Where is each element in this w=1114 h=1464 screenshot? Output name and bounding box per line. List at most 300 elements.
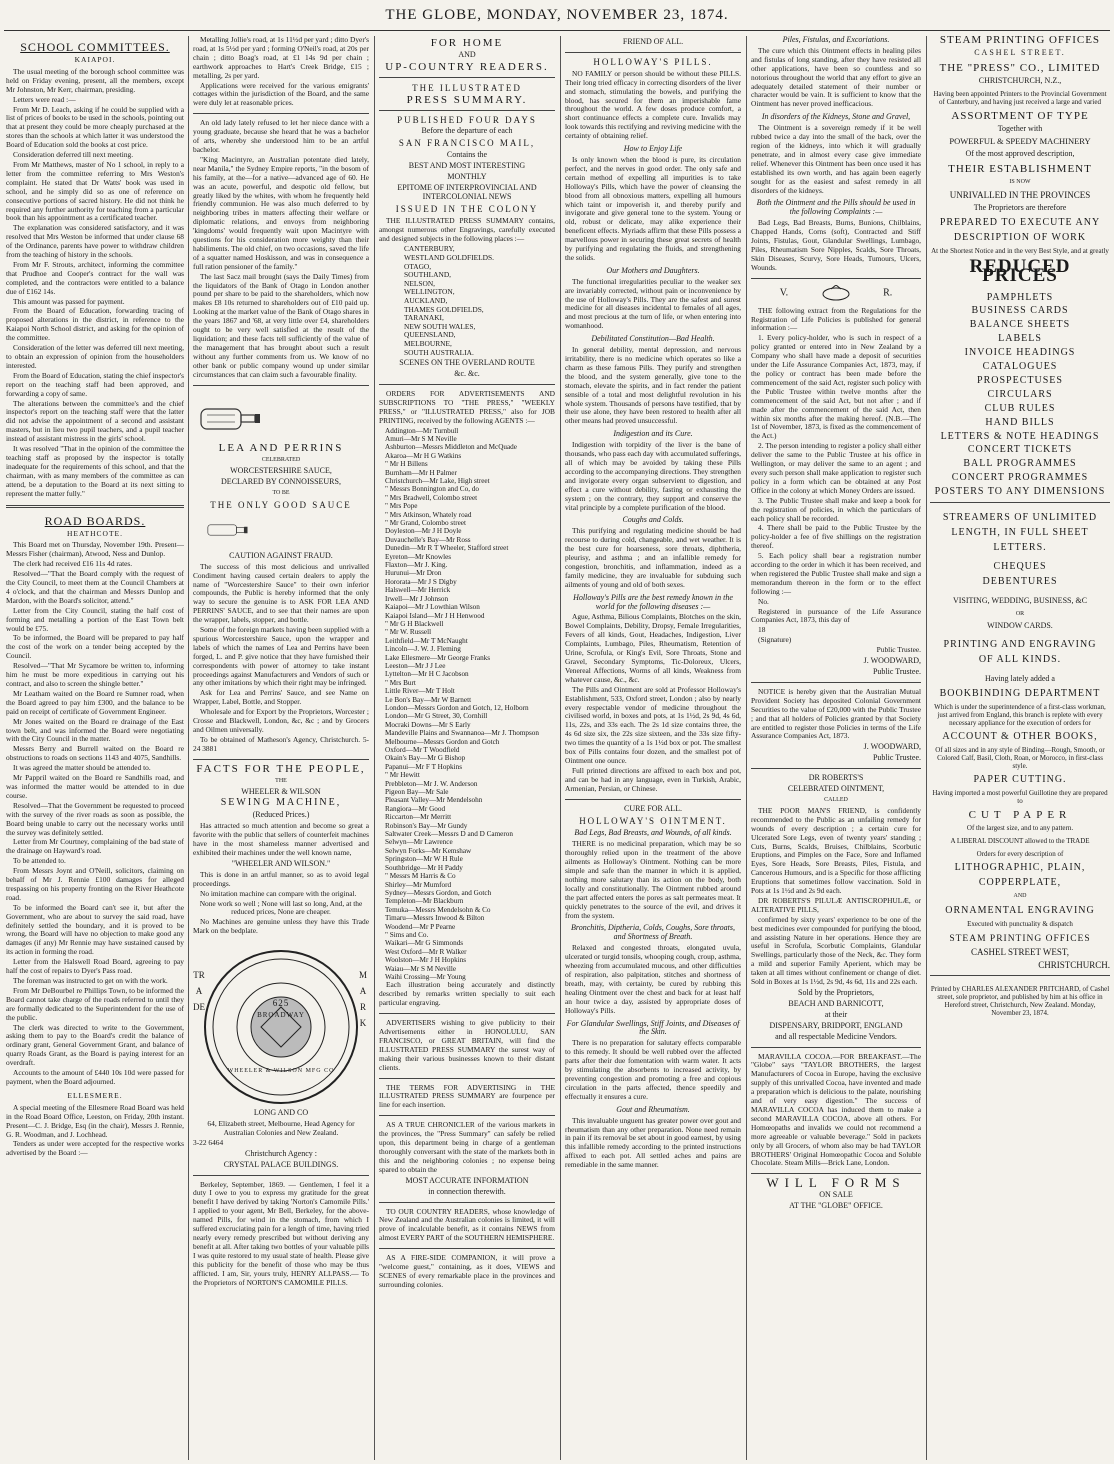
article-paragraph: Messrs Berry and Burrell waited on the Board re obstructions to roads on sections 1143 and 4075, Sandhills. [6, 744, 184, 763]
on-sale: ON SALE [819, 1190, 853, 1200]
agent-item: Lincoln—J. W. J. Fleming [385, 645, 461, 654]
trade-mark-block [193, 937, 369, 1107]
paper-cutting: PAPER CUTTING. [973, 773, 1067, 785]
before-label: Before the departure of each [421, 126, 513, 136]
article-paragraph: Each illustration being accurately and distinctly described by remarks written specially to suit each particular engraving. [379, 980, 555, 1008]
article-paragraph: 18 [758, 625, 766, 635]
guillotine-text: Having imported a most powerful Guillotine they are prepared to [932, 788, 1108, 805]
article-paragraph: From the Board of Education, stating the chief inspector's report on the teaching staff had been approved, and forwarding a copy of same. [6, 370, 184, 398]
print-item: LETTERS & NOTE HEADINGS [940, 430, 1100, 442]
column-2 [193, 36, 369, 1456]
agent-item: " Mr W. Russell [385, 628, 432, 637]
section-rule [193, 385, 369, 386]
article-paragraph: Ask for Lea and Perrins' Sauce, and see Name on Wrapper, Label, Bottle, and Stopper. [193, 688, 369, 707]
agent-item: Waihi Crossing—Mr Young [385, 972, 466, 981]
royal-crest-row [751, 285, 921, 301]
article-paragraph: The explanation was considered satisfactory, and it was resolved that Mrs Weston be informed that under clause 68 of the Ordinance, parents have power to withdraw children from the teaching of history in the schools. [6, 223, 184, 260]
best-label: BEST AND MOST INTERESTING [408, 161, 526, 171]
published-heading: PUBLISHED FOUR DAYS [397, 114, 537, 125]
article-paragraph: Bad Legs, Bad Breasts, Burns, Bunions, Chilblains, Chapped Hands, Corns (soft), Contracted and Stiff Joints, Fistulas, Gout, Glandular Swellings, Lumbago, Piles, Rheumatism Sore Nipples, Scalds, Sore Throats, Skin Diseases, Scurvy, Sore Heads, Tumours, Ulcers, Wounds. [751, 218, 921, 272]
mothers-heading: Our Mothers and Daughters. [606, 265, 700, 275]
steam-printing-heading: STEAM PRINTING OFFICES [939, 36, 1101, 46]
article-paragraph: AS A TRUE CHRONICLER of the various markets in the provinces, the "Press Summary" can safely be relied upon, this department being in charge of a gentleman thoroughly conversant with the state of the markets both in this and the neighboring colonies ; no expense being spared to obtain the [379, 1120, 555, 1174]
column-rule-1 [188, 36, 189, 1460]
holloway-pills-heading: HOLLOWAY'S PILLS. [593, 56, 713, 67]
agent-item: Selwyn Forks—Mr Kemshaw [385, 846, 472, 855]
vr-signature: J. WOODWARD, [863, 656, 921, 666]
article-paragraph: Berkeley, September, 1869. — Gentlemen, I feel it a duty I owe to you to express my gratitude for the great benefit I have derived by taking 'Norton's Camomile Pills.' I applied to your agent, Mr Bell, Berkeley, for the above-named Pills, for wind in the stomach, from which I suffered excruciating pain for a length of time, having tried nearly every remedy prescribed but without deriving any benefit at all. After taking two bottles of your valuable pills I was quite restored to my usual state of health. Please give this publicity for the benefit of those who may be thus afflicted. I am, Sir, yours truly, HENRY ALLPASS.— To the Proprietors of NORTON'S CAMOMILE PILLS. [193, 1179, 369, 1287]
article-paragraph: Applications were received for the various emigrants' cottages within the jurisdiction of the Board, and the same were duly let at reasonable prices. [193, 80, 369, 108]
bookbinding-text: Which is under the superintendence of a first-class workman, just arrived from England, this branch is replete with every necessary appliance for the execution of orders for [934, 702, 1106, 727]
unrivalled: UNRIVALLED IN THE PROVINCES [949, 190, 1091, 201]
agent-item: " Messrs M Harris & Co [385, 872, 456, 881]
section-rule [751, 1173, 921, 1174]
print-item: BALANCE SHEETS [969, 319, 1071, 331]
executed: Executed with punctuality & dispatch [967, 920, 1073, 929]
agent-item: Irwell—Mr J Johnson [385, 594, 449, 603]
in-connection: in connection therewith. [428, 1186, 506, 1196]
powerful-machinery: POWERFUL & SPEEDY MACHINERY [949, 136, 1091, 147]
prepared: PREPARED TO EXECUTE ANY [939, 216, 1101, 228]
road-boards-heading: ROAD BOARDS. [44, 513, 146, 528]
press-co: THE "PRESS" CO., LIMITED [939, 61, 1101, 74]
article-paragraph: From Messrs Joynt and O'Neill, solicitors, claiming on behalf of Mr J. Rennie £100 damages for alleged trespassing on his property fronting on the River Heathcote road. [6, 866, 184, 902]
sold-by: Sold by the Proprietors, [798, 988, 874, 997]
called-label: CALLED [824, 796, 848, 803]
length: LENGTH, IN FULL SHEET [951, 527, 1089, 538]
agent-item: Waiau—Mr S M Neville [385, 964, 457, 973]
agent-item: " Mrs Pope [385, 502, 418, 511]
their-establishment: THEIR ESTABLISHMENT [948, 163, 1092, 176]
notice-signature: J. WOODWARD, [863, 742, 921, 752]
agent-item: Leithfield—Mr T McNaught [385, 636, 468, 645]
kidney-heading: In disorders of the Kidneys, Stone and Gravel, [761, 112, 911, 122]
print-item: BUSINESS CARDS [971, 305, 1069, 317]
article-paragraph: To be attended to. [13, 856, 66, 866]
lithographic: LITHOGRAPHIC, PLAIN, [954, 862, 1086, 874]
will-forms: WILL FORMS [766, 1175, 906, 1191]
section-rule [379, 110, 555, 111]
lea-perrins-declared: DECLARED BY CONNOISSEURS, [221, 477, 341, 487]
agent-item: " Sims and Co. [385, 930, 429, 939]
assortment: ASSORTMENT OF TYPE [951, 109, 1089, 122]
article-paragraph: 2. The person intending to register a policy shall either deliver the same to the Public Trustee at his office in Wellington, or may deliver the same to an agent ; and every such person shall make application to register such policy in a form which can be obtained at any Post Office in the colony at which Money Orders are issued. [751, 441, 921, 495]
sewing-machine-title: SEWING MACHINE, [220, 797, 342, 809]
agents-list [385, 427, 555, 982]
section-rule [379, 1078, 555, 1079]
article-paragraph: Some of the foreign markets having been supplied with a spurious Worcestershire Sauce, upon the wrapper and labels of which the names of Lea and Perrins have been forged, L. and P. give notice that they have furnished their correspondents with power of attorney to take instant proceedings against Manufacturers and Vendors of such or any other imitations by which their right may be infringed. [193, 625, 369, 688]
sf-mail-heading: SAN FRANCISCO MAIL, [398, 138, 536, 149]
long-and-co-address: 64, Elizabeth street, Melbourne, Head Agency for Australian Colonies and New Zealand. [207, 1119, 355, 1137]
shortest-notice: At the Shortest Notice and in the very Best Style, and at greatly [931, 246, 1109, 255]
at-their: at their [824, 1009, 848, 1019]
article-paragraph: To be informed, the Board will be prepared to pay half the cost of the work on a tender being accepted by the Council. [6, 633, 184, 661]
agent-item: Halswell—Mr Herrick [385, 586, 451, 595]
article-paragraph: AS A FIRE-SIDE COMPANION, it will prove a "welcome guest," containing, as it does, VIEWS and SCENES of every remarkable place in the provinces and surrounding colonies. [379, 1253, 555, 1289]
list-item: AUCKLAND, [404, 295, 448, 305]
road-boards-body [6, 541, 184, 1086]
list-item: SOUTH AUSTRALIA. [404, 347, 474, 357]
list-item: WESTLAND GOLDFIELDS. [404, 253, 494, 262]
school-committees-heading: SCHOOL COMMITTEES. [20, 40, 170, 54]
article-paragraph: From Mr D. Leach, asking if he could be supplied with a list of prices of books to be used in the schools, pointing out that at present they could be more cheaply purchased at the stores than the schools at which latter it was understood the Board of Education sold the books at cost price. [6, 104, 184, 150]
agent-item: " Mr H Billens [385, 460, 428, 469]
article-paragraph: MARAVILLA COCOA.—FOR BREAKFAST.—The "Globe" says "TAYLOR BROTHERS, the largest Manufacturers of Cocoa in Europe, having the exclusive supply of this unrivalled Cocoa, have invented and made a preparation which is delicious to the palate, nourishing and of very easy digestion." The success of MARAVILLA COCOA has induced them to make a second MARAVILLA COCOA, above all others. For Homœopaths and invalids we could not recommend a more agreeable or valuable beverage." Sold in packets only by all Grocers, of whom also may be had TAYLOR BROTHERS' Original Homœopathic Cocoa and Soluble Chocolate. Steam Mills—Brick Lane, London. [751, 1051, 921, 1168]
cashel-street: CASHEL STREET. [974, 47, 1066, 57]
bookbinding: BOOKBINDING DEPARTMENT [939, 688, 1101, 700]
column-rule-5 [926, 36, 927, 1460]
holloway-ointment-heading: HOLLOWAY'S OINTMENT. [579, 815, 727, 826]
known-heading: Holloway's Pills are the best remedy known in the world for the following diseases :— [573, 592, 733, 611]
letters: LETTERS. [993, 541, 1047, 553]
column-rule-2 [374, 36, 375, 1460]
section-rule [565, 799, 741, 800]
account-books: ACCOUNT & OTHER BOOKS, [942, 730, 1098, 742]
section-rule [930, 502, 1110, 503]
indigestion-heading: Indigestion and its Cure. [613, 429, 693, 439]
article-paragraph: Mr Leatham waited on the Board re Sumner road, when the Board agreed to pay him £300, and the balance to be paid on receipt of certificate of Government Engineer. [6, 688, 184, 716]
article-paragraph: This is done in an artful manner, so as to avoid legal proceedings. [193, 869, 369, 888]
article-paragraph: THE TERMS FOR ADVERTISING in THE ILLUSTRATED PRESS SUMMARY are fourpence per line for each insertion. [379, 1082, 555, 1110]
dispensary: DISPENSARY, BRIDPORT, ENGLAND [769, 1020, 903, 1030]
having-added: Having lately added a [985, 674, 1055, 684]
section-rule [193, 759, 369, 760]
article-paragraph: There is no preparation for salutary effects comparable to this remedy. It should be well rubbed over the affected parts after their due fomentation with warm water. It acts by stimulating the absorbents to increased activity, by preventing congestion and promoting a free and copious circulation in the parts affected, thence speedily and effectually it ensures a cure. [565, 1038, 741, 1101]
article-paragraph: Mr Pappril waited on the Board re Sandhills road, and was informed the matter would be attended to in due course. [6, 773, 184, 800]
article-paragraph: NOTICE is hereby given that the Australian Mutual Provident Society has deposited Colonial Government Securities to the value of £20,000 with the Public Trustee ; and that all holders of Policies granted by that Society are entitled to register those Policies in terms of the Life Assurance Companies Act, 1873. [751, 686, 921, 741]
cure-for-all: CURE FOR ALL. [623, 803, 682, 813]
agent-item: " Mrs Atkinson, Whately road [385, 510, 472, 519]
article-paragraph: The clerk was directed to write to the Government, asking them to pay to the Board's credit the balance of ordinary grant, General Government Grant, and balance of quarry Roads Grant, as the Board is paying interest for an overdraft. [6, 1022, 184, 1068]
ellesmere-subheading: ELLESMERE. [67, 1090, 123, 1100]
article-paragraph: Ague, Asthma, Bilious Complaints, Blotches on the skin, Bowel Complaints, Debility, Dropsy, Female Irregularities, Fevers of all kinds, Gout, Headaches, Indigestion, Liver Complaints, Lumbago, Piles, Rheumatism, Retention of Urine, Scrofula, or King's Evil, Sore Throats, Stone and Gravel, Secondary Symptoms, Tic-Doloreux, Ulcers, Venereal Affections, Worms of all kinds, Weakness from whatever cause, &c., &c. [565, 612, 741, 684]
article-paragraph: This invaluable unguent has greater power over gout and rheumatism than any other preparation. None need remain in pain if its removal be set about in good earnest, by using this infallible remedy according to the printed instructions affixed to each pot. All settled aches and pains are remediable in the same manner. [565, 1115, 741, 1170]
list-item: SOUTHLAND, [404, 270, 452, 280]
christchurch-nz: CHRISTCHURCH, N.Z., [978, 75, 1062, 85]
piles-heading: Piles, Fistulas, and Excoriations. [782, 36, 890, 44]
cheques: CHEQUES [993, 560, 1047, 572]
agent-item: Eyreton—Mr Knowles [385, 552, 452, 561]
article-paragraph: An old lady lately refused to let her niece dance with a young graduate, because she heard that he was a bachelor of arts, whereby she understood him to be an artful bachelor. [193, 118, 369, 154]
trade-label: TRADE [193, 970, 205, 1013]
article-paragraph: From Mr F. Strouts, architect, informing the committee that Prudhoe and Cooper's contract for the wall was completed, and the contractors were entitled to a balance due of £162 14s. [6, 259, 184, 296]
article-paragraph: The success of this most delicious and unrivalled Condiment having caused certain dealers to apply the name of "Worcestershire Sauce" to their own inferior compounds, the Public is hereby informed that the only way to secure the genuine is to ASK FOR LEA AND PERRINS' SAUCE, and to see that their names are upon the wrapper, labels, stopper, and bottle. [193, 561, 369, 625]
agent-item: Woolston—Mr J H Hopkins [385, 956, 467, 965]
agent-item: Burnham—Mr H Palmer [385, 468, 457, 477]
agent-item: Leeston—Mr J J Lee [385, 661, 446, 670]
article-paragraph: Letter from the City Council, stating the half cost of forming and metalling a portion of the East Town belt would be £75. [6, 605, 184, 633]
article-paragraph: Resolved—"That Mr Sycamore be written to, informing him he must be more expeditious in carrying out his contract, and also to screen the shingle better." [6, 661, 184, 688]
agent-item: Doyleston—Mr J H Doyle [385, 527, 462, 536]
together-with: Together with [997, 123, 1043, 133]
etc-label: &c. &c. [454, 369, 480, 379]
visiting: VISITING, WEDDING, BUSINESS, &C [952, 595, 1088, 605]
all-kinds: OF ALL KINDS. [978, 654, 1062, 666]
both-heading: Both the Ointment and the Pills should be used in the following Complaints :— [756, 198, 916, 217]
friend-of-all: FRIEND OF ALL. [622, 37, 684, 46]
article-paragraph: Wholesale and for Export by the Proprietors, Worcester ; Crosse and Blackwell, London, &c, &c ; and by Grocers and Oilmen universally. [193, 707, 369, 734]
mark-label: MARK [358, 970, 367, 1029]
facts-heading: FACTS FOR THE PEOPLE, [196, 762, 366, 775]
article-paragraph: (Signature) [758, 635, 792, 645]
article-paragraph: Consideration deferred till next meeting. [13, 150, 134, 160]
article-paragraph: NO FAMILY or person should be without these PILLS. Their long tried efficacy in correcting disorders of the liver and stomach, stimulating the bowels, and purifying the blood, has secured for them an imperishable fame throughout the world. A few doses produce comfort, a short continuance effects a complete cure. Invalids may look towards this rectifying and reviving medicine with the certainty of obtaining relief. [565, 68, 741, 141]
agent-item: Le Bon's Bay—Mr W Barnett [385, 695, 472, 704]
agent-item: Mandeville Plains and Swannanoa—Mr J. Thompson [385, 729, 539, 738]
section-rule [379, 1202, 555, 1203]
article-paragraph: THE ILLUSTRATED PRESS SUMMARY contains, amongst numerous other Engravings, carefully executed and designed subjects in the following places :— [379, 215, 555, 243]
upcountry-heading: UP-COUNTRY READERS. [385, 60, 549, 73]
enjoy-heading: How to Enjoy Life [623, 144, 683, 154]
beach-barnicott: BEACH AND BARNICOTT, [788, 998, 884, 1008]
glandular-heading: For Glandular Swellings, Stiff Joints, and Diseases of the Skin. [566, 1018, 740, 1037]
binding-text: Of all sizes and in any style of Binding—Rough, Smooth, or Colored Calf, Basil, Cloth, Roan, or Morocco, in first-class style. [935, 745, 1105, 770]
largest-size: Of the largest size, and to any pattern. [966, 823, 1074, 832]
article-paragraph: Registered in pursuance of the Life Assurance Companies Act, 1873, this day of [751, 606, 921, 625]
agent-item: " Mr Hewitt [385, 771, 420, 780]
at-globe: AT THE "GLOBE" OFFICE. [789, 1201, 883, 1211]
list-item: THAMES GOLDFIELDS, [404, 304, 484, 314]
debentures: DEBENTURES [982, 575, 1058, 587]
article-paragraph: Is only known when the blood is pure, its circulation perfect, and the nerves in good order. The only safe and certain method of expelling all impurities is to take Holloway's Pills, which have the power of cleansing the blood from all obnoxious matters, expelling all humours which taint or impoverish it, and thereby purify and invigorate and give general tone to the system. Young or old, robust or delicate, may alike experience their beneficent effects. Myriads affirm that these Pills possess a marvellous power in securing these great secrets of health by purifying and regulating the fluids, and strengthening the solids. [565, 154, 741, 262]
reduced-prices-note: (Reduced Prices.) [252, 810, 310, 820]
section-rule [379, 1248, 555, 1249]
vr-right: R. [883, 286, 893, 298]
list-item: QUEENSLAND, [404, 330, 456, 340]
article-paragraph: The Ointment is a sovereign remedy if it be well rubbed twice a day into the small of the back, over the region of the kidneys, into which it will gradually penetrate, and in almost every case give immediate relief. Whenever this Ointment has been once used it has established its own worth, and has again been eagerly sought for as the easiest and safest remedy in all disorders of the kidneys. [751, 123, 921, 195]
trade-mark-seal-icon [201, 947, 361, 1107]
school-committees-body [6, 68, 184, 499]
description: DESCRIPTION OF WORK [953, 231, 1087, 243]
article-paragraph: THE following extract from the Regulations for the Registration of Life Policies is published for general information :— [751, 305, 921, 333]
wheeler-wilson-quote: "WHEELER AND WILSON." [231, 858, 331, 868]
celebrated-ointment: CELEBRATED OINTMENT, [787, 784, 885, 794]
article-paragraph: From Mr Matthews, master of No 1 school, in reply to a letter from the committee referring to Mrs Weston's complaint. He stated that Dr Watts' book was used in school, and he simply did so as one of reference on consecutive portions of sacred history. He did not think he required any further authority for teaching from a particular book than his appointment as a certificated teacher. [6, 159, 184, 223]
section-rule [751, 278, 921, 279]
article-paragraph: Mr Jones waited on the Board re drainage of the East town belt, and was informed the Board were negotiating with the City Council in the matter. [6, 716, 184, 744]
column-4 [565, 36, 741, 1456]
agent-item: " Mr Grand, Colombo street [385, 519, 466, 528]
agent-item: " Mrs Burt [385, 678, 416, 687]
most-accurate: MOST ACCURATE INFORMATION [405, 1175, 529, 1185]
article-paragraph: To be informed the Board can't see it, but after the Government, who are about to survey the said road, have definitely settled the boundary, and it is proved to be wrong, the Board will have no objection to make good any damages (if any) Mr Rennie may have sustained caused by its action in forming the road. [6, 902, 184, 957]
masthead-rule [4, 30, 1110, 31]
list-item: MELBOURNE, [404, 338, 452, 348]
agent-item: Waikari—Mr G Simmonds [385, 939, 464, 948]
article-paragraph: confirmed by sixty years' experience to be one of the best medicines ever compounded for purifying the blood, and assisting Nature in her operations. Hence they are useful in Scrofula, Scorbutic Complaints, Glandular Swellings, particularly those of the Neck, &c. They form a mild and superior Family Aperient, which may be taken at all times without confinement or change of diet. Sold in Boxes at 1s 1½d, 2s 9d, 4s 6d, 11s and 22s each. [751, 914, 921, 987]
ad-code: 3-22 6464 [193, 1137, 224, 1147]
article-paragraph: The Pills and Ointment are sold at Professor Holloway's Establishment, 533, Oxford street, London ; also by nearly every respectable vendor of medicine throughout the civilised world, in boxes and pots, at 1s 1½d, 2s 9d, 4s 6d, 11s, 22s, and 33s each. The 2s 1d size contains three, the 4s 6d size six, the 22s size sixteen, and the 33s size fifty-two times the quantity of a 1s 1½d box or pot. The smallest box of Pills contains four dozen, and the smallest pot of Ointment one ounce. [565, 684, 741, 765]
agent-item: West Oxford—Mr R Walker [385, 947, 467, 956]
article-paragraph: A special meeting of the Ellesmere Road Board was held in the Road Board Office, Leeston, on Friday, 20th instant. Present—C. J. Bridge, Esq (in the chair), Messrs J. Rennie, G. R. Woodman, and J. Lochhead. [6, 1102, 184, 1139]
long-and-co: LONG AND CO [253, 1108, 309, 1118]
sauce-bottle-illustration [193, 395, 263, 435]
seal-ring-text: WHEELER & WILSON MFG CO [227, 1068, 335, 1075]
agent-item: Woodend—Mr P Pearne [385, 922, 456, 931]
print-item: CLUB RULES [984, 402, 1056, 414]
cut-paper: CUT PAPER [968, 808, 1072, 821]
article-paragraph: The functional irregularities peculiar to the weaker sex are invariably corrected, without pain or inconvenience by the use of Holloway's Pills. They are the safest and surest medicine for all diseases incidental to females of all ages, and most precious at the turn of life, or when entering into womanhood. [565, 276, 741, 331]
agent-item: Amuri—Mr S M Neville [385, 434, 457, 443]
article-paragraph: To be obtained of Matheson's Agency, Christchurch. 5-24 3881 [193, 734, 369, 753]
window-cards: WINDOW CARDS. [987, 621, 1053, 631]
agent-item: Rangiora—Mr Good [385, 804, 446, 813]
print-item: LABELS [998, 333, 1042, 345]
lea-perrins-only: THE ONLY GOOD SAUCE [210, 499, 352, 510]
notice-public-trustee: Public Trustee. [872, 753, 921, 763]
scenes-label: SCENES ON THE OVERLAND ROUTE [399, 358, 535, 368]
agent-item: Southbridge—Mr H Paddy [385, 863, 463, 872]
agent-item: Ashburton—Messrs Middleton and McQuade [385, 443, 517, 452]
and-label: AND [458, 49, 476, 59]
contains-label: Contains the [446, 150, 488, 160]
list-item: TARANAKI, [404, 313, 444, 323]
article-paragraph: The last Sacz mail brought (says the Daily Times) from the liquidators of the Bank of Otago in London another pound per share to be paid to the shareholders, which now makes £8 10s returned to shareholders out of £10 paid up. Looking at the market value of the Bank of Otago shares in the years 1867 and '68, at very little over £4, shareholders ought to be very well satisfied at the result of the liquidation; and these facts tell sufficiently of the value of the management that has brought about such a result without any further comments from us. We know of no other bank or public company wound up under similar circumstances that can claim such a favourable finality. [193, 271, 369, 379]
article-paragraph: Indigestion with torpidity of the liver is the bane of thousands, who pass each day with accumulated sufferings, all of which may be avoided by taking these Pills according to the accompanying directions. They strengthen and invigorate every organ subservient to digestion, and effect a cure without debility, fasting or exhausting the system ; on the contrary, they support and conserve the vital principle by a complete purification of the blood. [565, 440, 741, 512]
agent-item: Temuka—Messrs Mendelsohn & Co [385, 905, 491, 914]
article-paragraph: This amount was passed for payment. [13, 296, 125, 306]
article-paragraph: ORDERS FOR ADVERTISEMENTS AND SUBSCRIPTIONS TO "THE PRESS," "WEEKLY PRESS," or "ILLUSTRATED PRESS," also for JOB PRINTING, received by the following AGENTS :— [379, 388, 555, 425]
proprietors: The Proprietors are therefore [973, 202, 1067, 212]
article-paragraph: Accounts to the amount of £440 10s 10d were passed for payment, when the Board adjourned. [6, 1068, 184, 1086]
section-rule [193, 1175, 369, 1176]
issued-label: ISSUED IN THE COLONY [395, 203, 539, 214]
agent-item: Riccarton—Mr Merritt [385, 813, 452, 822]
coughs-heading: Coughs and Colds. [622, 515, 684, 525]
article-paragraph: The usual meeting of the borough school committee was held on Friday evening, present, all the members, except Mr Johnston, Mr Kerr, chairman, presiding. [6, 66, 184, 94]
vr-public-trustee: Public Trustee. [872, 667, 921, 676]
article-paragraph: Full printed directions are affixed to each box and pot, and can be had in any language, even in Turkish, Arabic, Armenian, Persian, or Chinese. [565, 765, 741, 793]
agent-item: Selwyn—Mr Lawrence [385, 838, 453, 847]
article-paragraph: It was resolved "That in the opinion of the committee the teaching staff as proposed by the inspector is totally inadequate for the requirements of this school, and that the chairman, with as many members of the committee as can attend, be a deputation to the Board at its next sitting to represent the matter fully." [6, 444, 184, 498]
agent-item: Springston—Mr W H Rule [385, 855, 463, 864]
heathcote-subheading: HEATHCOTE. [66, 528, 124, 538]
section-rule [379, 77, 555, 78]
agent-item: London—Messrs Gordon and Gotch, 12, Holborn [385, 703, 529, 712]
print-item: POSTERS TO ANY DIMENSIONS [934, 486, 1106, 498]
liberal-discount: A LIBERAL DISCOUNT allowed to the TRADE [950, 836, 1090, 845]
article-paragraph: 4. There shall be paid to the Public Trustee by the policy-holder a fee of five shillings on the registration thereof. [751, 523, 921, 551]
crystal-palace: CRYSTAL PALACE BUILDINGS. [223, 1159, 339, 1169]
reduced-prices: REDUCED PRICES [969, 255, 1071, 286]
agent-item: Shirley—Mr Mumford [385, 880, 452, 889]
agent-item: Oxford—Mr T Woodfield [385, 746, 460, 754]
article-paragraph: No imitation machine can compare with the original. [200, 888, 357, 898]
cashel-west: CASHEL STREET WEST, [971, 946, 1069, 957]
article-paragraph: TO OUR COUNTRY READERS, whose knowledge of New Zealand and the Australian colonies is limited, it will prove of incalculable benefit, as it contains NEWS from almost EVERY PART of the SOUTHERN HEMISPHERE. [379, 1206, 555, 1243]
lea-perrins-celebrated: CELEBRATED [261, 457, 301, 464]
agent-item: Papanui—Mr F T Hopkins [385, 762, 463, 771]
print-item: INVOICE HEADINGS [964, 347, 1076, 359]
article-paragraph: This Board met on Thursday, November 19th. Present—Messrs Fisher (chairman), Atwood, Ness and Dunlop. [6, 540, 184, 559]
article-paragraph: Metalling Jollie's road, at 1s 11½d per yard ; ditto Dyer's road, at 1s 5½d per yard ; forming O'Neil's road, at 20s per chain ; ditto Boag's road, at £1 14s 9d per chain ; earthwork approaches to Hart's Creek Bridge, £15 ; metalling, 2s per yard. [193, 36, 369, 80]
agent-item: Lake Ellesmere—Mr George Franks [385, 653, 491, 662]
section-rule [379, 1013, 555, 1014]
article-paragraph: Letter from the Halswell Road Board, agreeing to pay half the cost of repairs to Dyer's Pass road. [6, 957, 184, 976]
agent-item: Kaiapoi Island—Mr J H Henwood [385, 611, 485, 620]
article-paragraph: The alterations between the committee's and the chief inspector's report on the teaching staff were that the latter did not advise the appointment of a second and assistant masters, but in lieu two pupil teachers, and a pupil teacher instead of assistant mistress in the girls' school. [6, 398, 184, 444]
agent-item: Flaxton—Mr J. King. [385, 561, 448, 570]
print-item: CONCERT TICKETS [967, 444, 1073, 456]
agent-item: London—Mr G Street, 30, Cornhill [385, 712, 488, 721]
bronchitis-heading: Bronchitis, Diptheria, Colds, Coughs, Sore throats, and Shortness of Breath. [570, 923, 735, 942]
list-item: CANTERBURY, [404, 244, 455, 254]
article-paragraph: None work so well ; None will last so long, And, at the reduced prices, None are cheaper. [199, 898, 363, 917]
print-items-list [930, 289, 1110, 498]
royal-crest-icon [821, 285, 851, 301]
monthly-label: MONTHLY [447, 172, 487, 182]
epitome-label: EPITOME OF INTERPROVINCIAL AND INTERCOLONIAL NEWS [397, 182, 537, 201]
agent-item: Kaiapoi—Mr J Lowthian Wilson [385, 603, 480, 612]
wheeler-wilson-name: WHEELER & WILSON [241, 786, 321, 796]
article-paragraph: ADVERTISERS wishing to give publicity to their Advertisements either in HONOLULU, SAN FRANCISCO, or GREAT BRITAIN, will find the ILLUSTRATED PRESS SUMMARY the surest way of making their various businesses known to their distant clients. [379, 1018, 555, 1072]
article-paragraph: Public Trustee. [876, 645, 921, 655]
print-item: CIRCULARS [987, 388, 1053, 400]
bad-legs-heading: Bad Legs, Bad Breasts, and Wounds, of all kinds. [574, 828, 732, 838]
list-item: NEW SOUTH WALES, [404, 321, 476, 331]
press-summary-heading: PRESS SUMMARY. [406, 93, 528, 106]
lea-perrins-sauce: WORCESTERSHIRE SAUCE, [230, 466, 332, 476]
article-paragraph: Consideration of the letter was deferred till next meeting, to obtain an expression of opinion from the householders interested. [6, 343, 184, 370]
agent-item: " Mrs Bradwell, Colombo street [385, 493, 478, 502]
gout-heading: Gout and Rheumatism. [616, 1104, 690, 1114]
article-paragraph: No Machines are genuine unless they have this Trade Mark on the bedplate. [193, 917, 369, 936]
all-respectable: and all respectable Medicine Vendors. [775, 1031, 897, 1041]
bottle-icon [193, 517, 263, 543]
agent-item: " Messrs Bonnington and Co, do [385, 485, 479, 494]
agent-item: Hororata—Mr J S Digby [385, 577, 457, 586]
print-item: CATALOGUES [982, 361, 1058, 373]
section-rule [379, 1115, 555, 1116]
column-rule-3 [560, 36, 561, 1460]
for-home-heading: FOR HOME [430, 37, 504, 49]
article-paragraph: 3. The Public Trustee shall make and keep a book for the registration of policies, in which the particulars of each policy shall be recorded. [751, 495, 921, 523]
section-rule [751, 682, 921, 683]
article-paragraph: From Mr DeBourbel re Phillips Town, to be informed the Board cannot take charge of the roads referred to until they are formally dedicated to the Superintendent for the use of the public. [6, 985, 184, 1022]
caution-heading: CAUTION AGAINST FRAUD. [229, 550, 333, 560]
section-rule [930, 975, 1110, 976]
is-now: IS NOW [1009, 179, 1031, 186]
column-5 [751, 36, 921, 1456]
section-rule [193, 113, 369, 114]
section-rule [751, 1047, 921, 1048]
article-paragraph: Resolved—That the Government be requested to proceed with the survey of the river roads as soon as possible, the Board being unable to carry out the necessary works until the survey was definitely settled. [6, 800, 184, 837]
article-paragraph: Has attracted so much attention and become so great a favorite with the public that sellers of counterfeit machines have in the most shameless manner advertised and exhibited their machines under the well known name, [193, 821, 369, 857]
agent-item: Addington—Mr Turnbull [385, 426, 459, 435]
column-3 [379, 36, 555, 1456]
dr-roberts: DR ROBERTS'S [808, 773, 864, 783]
imprint: Printed by CHARLES ALEXANDER PRITCHARD, of Cashel street, sole proprietor, and published by him at his office in Hereford street, Christchurch, New Zealand. Monday, November 23, 1874. [930, 984, 1110, 1017]
seal-broadway: BROADWAY [257, 1011, 305, 1020]
article-paragraph: "King Macintyre, an Australian potentate died lately, near Manila," the Sydney Empire reports, "in the bosom of his family, at the—for a native—advanced age of 60. He was an acute, powerful, and despotic old fellow, but greatly liked by the whites, with whom he frequently held friendly communion. He was also much deferred to by neighboring tribes in matters affecting their welfare or diplomatic relations, and envoys from neighboring 'kingdoms' would frequently wait upon Macintyre with questions for his consideration more weighty than their habiliments. The old chief, on two occasions, saved the life of a squatter named Hoskisson, and was in consequence a full ration pensioner of the family." [193, 154, 369, 271]
agent-item: Dunedin—Mr R T Wheeler, Stafford street [385, 544, 509, 553]
christchurch-footer: CHRISTCHURCH. [1038, 959, 1110, 970]
facts-the: THE [275, 777, 287, 784]
article-paragraph: Resolved—"That the Board comply with the request of the City Council, to meet them at the Council Chambers at 4 o'clock, and that the chairman and Messrs Dunlop and Mardon, with the Board's solicitor, attend." [6, 569, 184, 605]
column-rule-4 [746, 36, 747, 1460]
article-paragraph: From the Board of Education, forwarding tracing of proposed alterations in the district, in reference to the Kaiapoi North School district, and asking for the opinion of the committee. [6, 306, 184, 343]
steam-printing-footer: STEAM PRINTING OFFICES [949, 933, 1091, 944]
article-paragraph: The foreman was instructed to get on with the work. [13, 976, 168, 985]
print-item: CONCERT PROGRAMMES [951, 472, 1089, 484]
print-item: HAND BILLS [985, 416, 1055, 428]
agent-item: Pigeon Bay—Mr Sale [385, 788, 449, 797]
orders-label: Orders for every description of [976, 849, 1064, 858]
agent-item: " Mr G H Blackwell [385, 619, 444, 628]
section-rule [379, 384, 555, 385]
list-item: NELSON, [404, 278, 435, 288]
debilitated-heading: Debilitated Constitution—Bad Health. [591, 334, 715, 344]
